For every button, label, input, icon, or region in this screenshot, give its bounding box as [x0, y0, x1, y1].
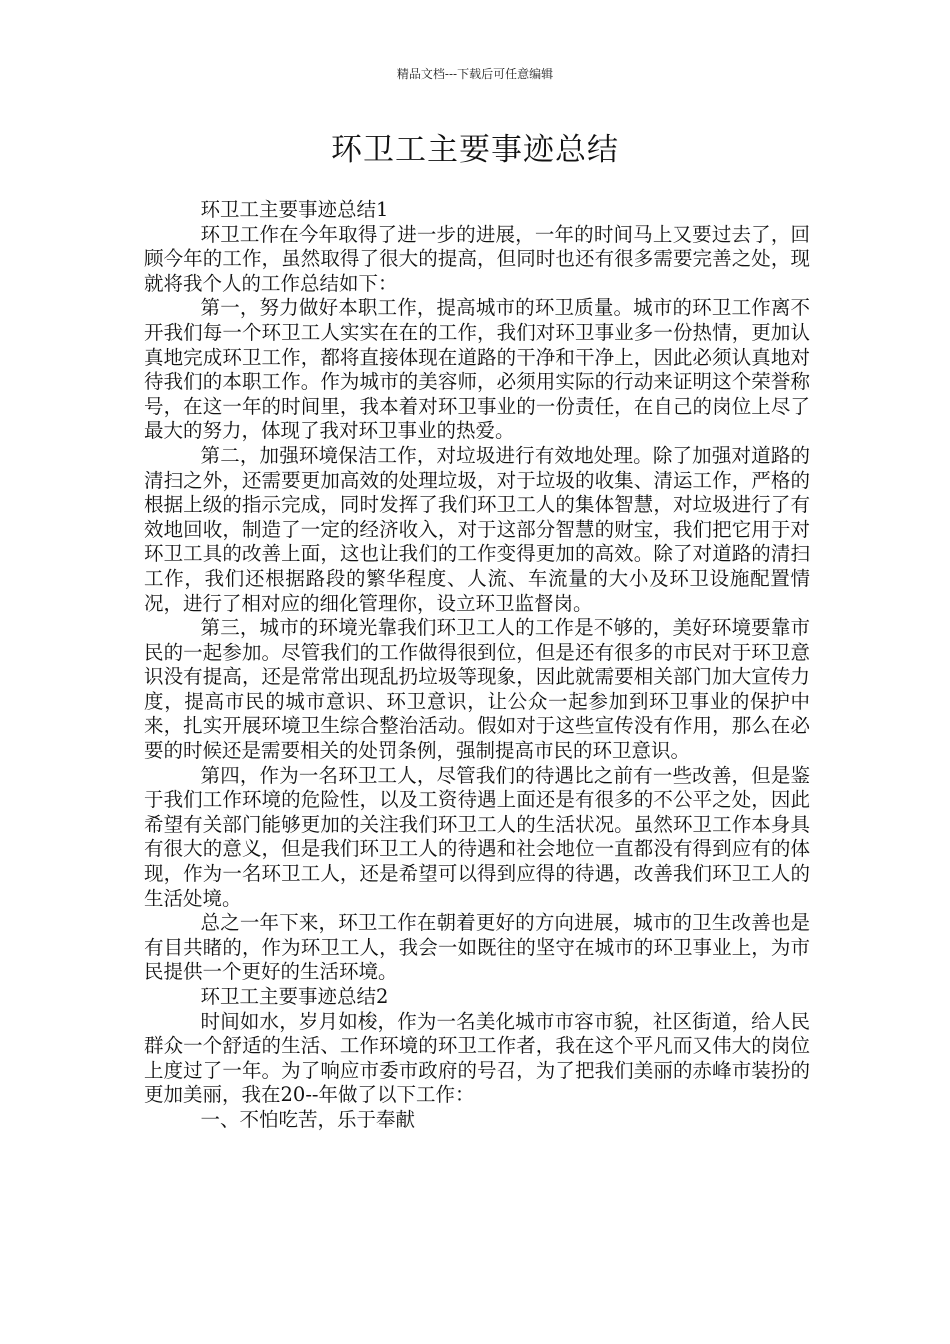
paragraph-third: 第三，城市的环境光靠我们环卫工人的工作是不够的，美好环境要靠市民的一起参加。尽管我们的工作做得很到位，但是还有很多的市民对于环卫意识没有提高，还是常常出现乱扔垃圾等现象，因此就需要相关部门加大宣传力度，提高市民的城市意识、环卫意识，让公众一起参加到环卫事业的保护中来，扎实开展环境卫生综合整治活动。假如对于这些宣传没有作用，那么在必要的时候还是需要相关的处罚条例，强制提高市民的环卫意识。 — [144, 616, 810, 763]
document-title: 环卫工主要事迹总结 — [331, 132, 619, 168]
paragraph-intro: 环卫工作在今年取得了进一步的进展，一年的时间马上又要过去了，回顾今年的工作，虽然取得了很大的提高，但同时也还有很多需要完善之处，现就将我个人的工作总结如下： — [144, 222, 810, 295]
paragraph-first: 第一，努力做好本职工作，提高城市的环卫质量。城市的环卫工作离不开我们每一个环卫工人实实在在的工作，我们对环卫事业多一份热情，更加认真地完成环卫工作，都将直接体现在道路的干净和干净上，因此必须认真地对待我们的本职工作。作为城市的美容师，必须用实际的行动来证明这个荣誉称号，在这一年的时间里，我本着对环卫事业的一份责任，在自己的岗位上尽了最大的努力，体现了我对环卫事业的热爱。 — [144, 296, 810, 443]
paragraph-second: 第二，加强环境保洁工作，对垃圾进行有效地处理。除了加强对道路的清扫之外，还需要更加高效的处理垃圾，对于垃圾的收集、清运工作，严格的根据上级的指示完成，同时发挥了我们环卫工人的集体智慧，对垃圾进行了有效地回收，制造了一定的经济收入，对于这部分智慧的财宝，我们把它用于对环卫工具的改善上面，这也让我们的工作变得更加的高效。除了对道路的清扫工作，我们还根据路段的繁华程度、人流、车流量的大小及环卫设施配置情况，进行了相对应的细化管理你，设立环卫监督岗。 — [144, 443, 810, 615]
subheading-one: 一、不怕吃苦，乐于奉献 — [200, 1107, 416, 1131]
paragraph-summary: 总之一年下来，环卫工作在朝着更好的方向进展，城市的卫生改善也是有目共睹的，作为环卫工人，我会一如既往的坚守在城市的环卫事业上，为市民提供一个更好的生活环境。 — [144, 911, 810, 984]
paragraph-fourth: 第四，作为一名环卫工人，尽管我们的待遇比之前有一些改善，但是鉴于我们工作环境的危险性，以及工资待遇上面还是有很多的不公平之处，因此希望有关部门能够更加的关注我们环卫工人的生活状况。虽然环卫工作本身具有很大的意义，但是我们环卫工人的待遇和社会地位一直都没有得到应有的体现，作为一名环卫工人，还是希望可以得到应得的待遇，改善我们环卫工人的生活处境。 — [144, 763, 810, 910]
paragraph-section2-intro: 时间如水，岁月如梭，作为一名美化城市市容市貌，社区街道，给人民群众一个舒适的生活、工作环境的环卫工作者，我在这个平凡而又伟大的岗位上度过了一年。为了响应市委市政府的号召，为了把我们美丽的赤峰市装扮的更加美丽，我在20--年做了以下工作： — [144, 1009, 810, 1107]
header-note: 精品文档---下载后可任意编辑 — [396, 67, 554, 81]
section-heading-1: 环卫工主要事迹总结1 — [200, 198, 389, 221]
document-body — [144, 198, 810, 1133]
section-heading-2: 环卫工主要事迹总结2 — [200, 985, 389, 1008]
